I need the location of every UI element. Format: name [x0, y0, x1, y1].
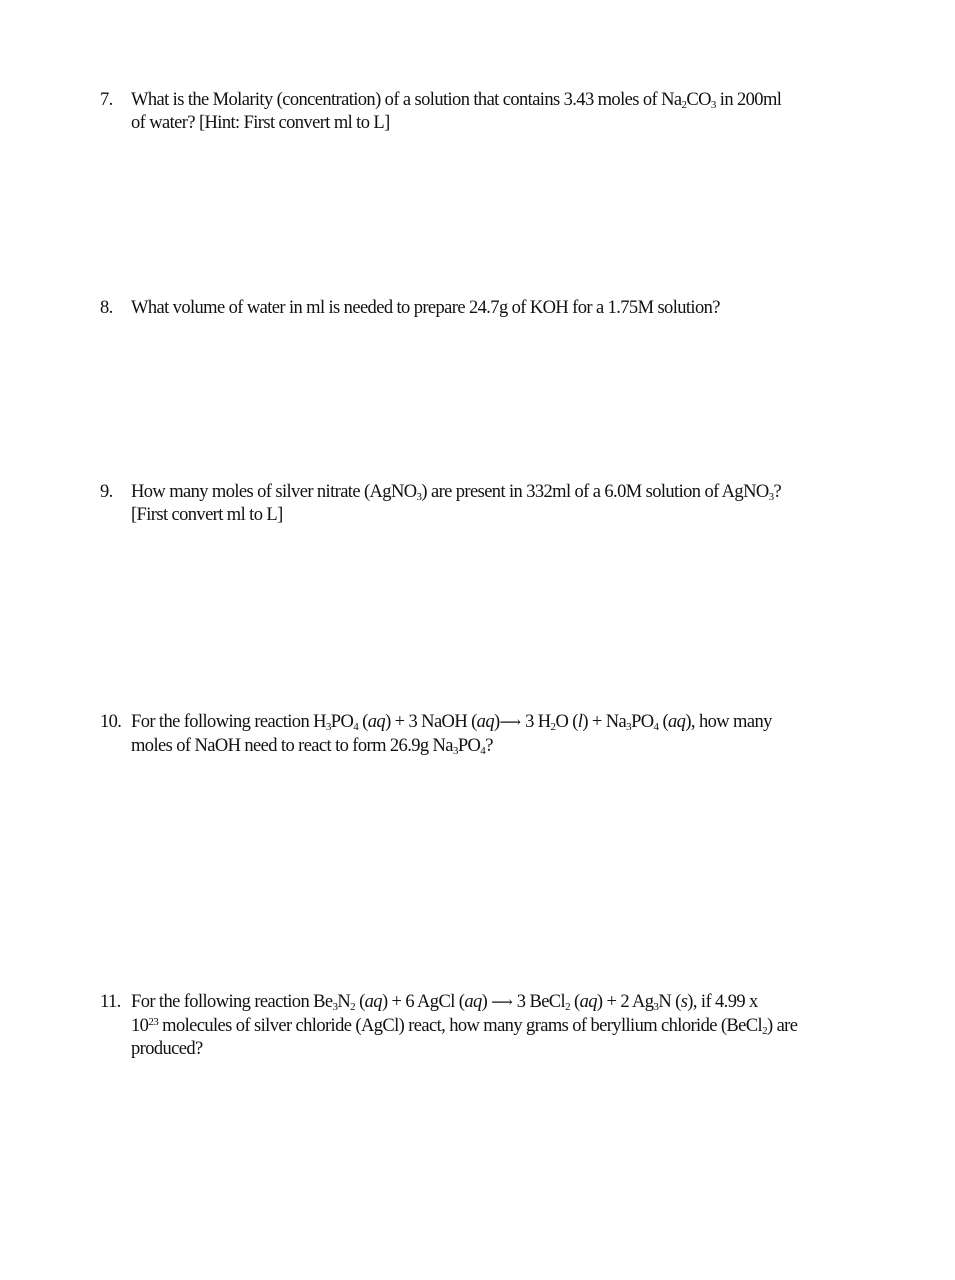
text-line	[131, 735, 900, 758]
subscript: 3	[332, 1001, 338, 1013]
text-segment: ) + 6 AgCl (	[381, 992, 465, 1012]
text-segment: )	[481, 992, 492, 1012]
italic-text: aq	[364, 992, 382, 1012]
question-text	[131, 89, 900, 135]
question-11	[100, 991, 900, 1061]
text-segment: (	[355, 992, 365, 1012]
text-segment: ) + 3 NaOH (	[385, 712, 477, 732]
subscript: 3	[710, 99, 716, 111]
text-line	[131, 991, 900, 1015]
text-segment: in 200ml	[715, 90, 782, 110]
italic-text: aq	[476, 712, 494, 732]
text-segment: PO	[631, 712, 654, 732]
text-segment: 3 BeCl	[512, 992, 566, 1012]
text-segment: moles of NaOH need to react to form 26.9g Na	[131, 736, 453, 756]
text-line	[131, 297, 900, 320]
text-segment: produced?	[131, 1039, 203, 1059]
italic-text: s	[680, 992, 688, 1012]
text-segment: For the following reaction H	[131, 712, 326, 732]
text-segment: ), if 4.99 x	[687, 992, 758, 1012]
subscript: 2	[350, 1001, 356, 1013]
text-segment: For the following reaction Be	[131, 992, 333, 1012]
subscript: 2	[762, 1025, 767, 1037]
question-8	[100, 297, 900, 320]
text-segment: ?	[485, 736, 493, 756]
question-text	[131, 991, 900, 1061]
subscript: 4	[353, 721, 359, 733]
text-segment: 3 H	[521, 712, 551, 732]
question-number: 8.	[100, 298, 113, 318]
italic-text: l	[577, 712, 583, 732]
text-segment: )	[493, 712, 500, 732]
question-9	[100, 481, 900, 527]
reaction-arrow: ⟶	[491, 995, 513, 1011]
text-segment: of water? [Hint: First convert ml to L]	[131, 113, 390, 133]
text-segment: How many moles of silver nitrate (AgNO	[131, 482, 417, 502]
subscript: 2	[565, 1001, 570, 1013]
text-segment: CO	[686, 90, 711, 110]
text-segment: (	[570, 992, 580, 1012]
question-10	[100, 711, 900, 758]
subscript: 3	[768, 491, 774, 503]
text-line	[131, 1015, 900, 1038]
question-7	[100, 89, 900, 135]
text-line	[131, 89, 900, 112]
question-text	[131, 297, 900, 320]
subscript: 3	[653, 1001, 659, 1013]
text-segment: N (	[658, 992, 681, 1012]
text-segment: ) are present in 332ml of a 6.0M solution of AgNO	[421, 482, 769, 502]
subscript: 3	[325, 721, 331, 733]
question-number: 10.	[100, 712, 122, 732]
subscript: 4	[653, 721, 659, 733]
text-segment: ) + 2 Ag	[596, 992, 654, 1012]
subscript: 4	[480, 745, 486, 757]
question-number: 7.	[100, 90, 113, 110]
question-number: 9.	[100, 482, 113, 502]
question-text	[131, 711, 900, 758]
reaction-arrow: ⟶	[499, 715, 522, 731]
text-segment: [First convert ml to L]	[131, 505, 283, 525]
question-text	[131, 481, 900, 527]
text-segment: ) are	[766, 1016, 798, 1036]
italic-text: aq	[367, 712, 386, 732]
superscript: 23	[148, 1016, 159, 1028]
text-segment: N	[337, 992, 351, 1012]
text-segment: ) + Na	[582, 712, 627, 732]
text-segment: PO	[330, 712, 354, 732]
italic-text: aq	[579, 992, 597, 1012]
text-segment: What volume of water in ml is needed to prepare 24.7g of KOH for a 1.75M solution?	[131, 298, 720, 318]
text-segment: molecules of silver chloride (AgCl) react, how many grams of beryllium chloride (BeCl	[158, 1016, 763, 1036]
text-line	[131, 1038, 900, 1061]
text-line	[131, 481, 900, 504]
subscript: 3	[626, 721, 632, 733]
italic-text: aq	[668, 712, 686, 732]
subscript: 3	[416, 491, 422, 503]
subscript: 2	[681, 99, 687, 111]
text-segment: PO	[457, 736, 481, 756]
text-segment: What is the Molarity (concentration) of a solution that contains 3.43 moles of Na	[131, 90, 682, 110]
italic-text: aq	[464, 992, 482, 1012]
text-segment: ), how many	[685, 712, 772, 732]
subscript: 2	[550, 721, 556, 733]
text-segment: (	[358, 712, 368, 732]
subscript: 3	[452, 745, 458, 757]
text-line	[131, 112, 900, 135]
text-segment: (	[658, 712, 669, 732]
text-line	[131, 711, 900, 735]
question-number: 11.	[100, 992, 121, 1012]
text-line	[131, 504, 900, 527]
text-segment: 10	[131, 1016, 149, 1036]
text-segment: O (	[555, 712, 578, 732]
text-segment: ?	[773, 482, 782, 502]
